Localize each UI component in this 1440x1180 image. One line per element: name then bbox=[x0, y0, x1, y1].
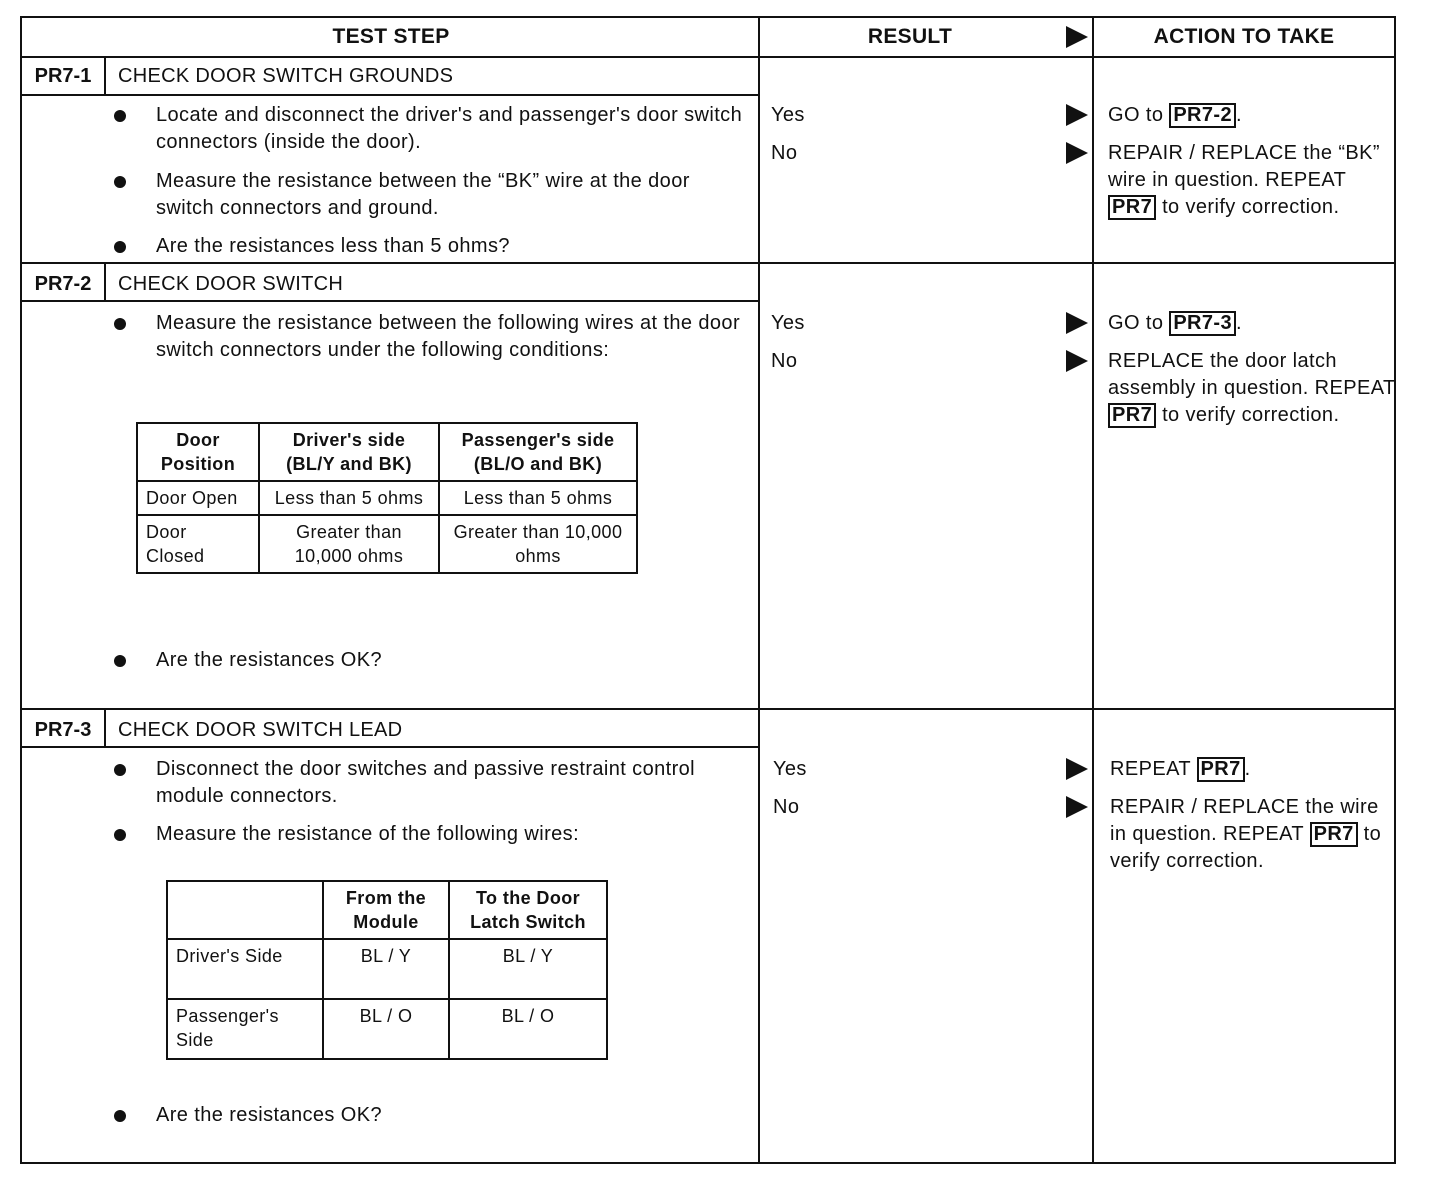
table-cell: Greater than 10,000 ohms bbox=[259, 515, 439, 573]
step-id-pr7-1: PR7-1 bbox=[34, 65, 92, 87]
action-no bbox=[1108, 348, 1398, 429]
step-title-pr7-3: CHECK DOOR SWITCH LEAD bbox=[118, 719, 403, 741]
action-text: GO to bbox=[1108, 104, 1170, 126]
action-text: . bbox=[1236, 312, 1242, 334]
step-id-divider bbox=[104, 58, 106, 94]
bullet-icon bbox=[114, 829, 126, 841]
arrow-right-icon bbox=[1066, 104, 1088, 126]
table-header-row bbox=[167, 881, 607, 939]
table-row bbox=[137, 515, 637, 573]
header-action: ACTION TO TAKE bbox=[1153, 25, 1335, 48]
step-reference[interactable]: PR7 bbox=[1310, 822, 1358, 847]
header-arrow-icon bbox=[1066, 26, 1088, 48]
table-cell: BL / O bbox=[323, 999, 449, 1059]
step-title-divider bbox=[22, 300, 758, 302]
table-header-cell: Passenger's side (BL/O and BK) bbox=[439, 423, 637, 481]
row-divider bbox=[22, 262, 1396, 264]
step-instruction: Measure the resistance between the following wires at the door switch connectors under the following conditions: bbox=[156, 312, 740, 361]
step-title-divider bbox=[22, 746, 758, 748]
table-cell: Driver's Side bbox=[167, 939, 323, 999]
table-row bbox=[137, 481, 637, 515]
step-instruction: Disconnect the door switches and passive restraint control module connectors. bbox=[156, 758, 696, 807]
step-reference[interactable]: PR7-3 bbox=[1169, 311, 1236, 336]
table-row bbox=[167, 999, 607, 1059]
bullet-icon bbox=[114, 176, 126, 188]
step-id-divider bbox=[104, 710, 106, 746]
row-divider bbox=[22, 708, 1396, 710]
result-no: No bbox=[771, 142, 798, 164]
step-reference[interactable]: PR7 bbox=[1197, 757, 1245, 782]
arrow-right-icon bbox=[1066, 350, 1088, 372]
action-text: REPLACE the door latch assembly in question. REPEAT bbox=[1108, 350, 1396, 399]
action-text: . bbox=[1244, 758, 1251, 780]
result-yes: Yes bbox=[771, 312, 805, 334]
table-cell: Door Open bbox=[137, 481, 259, 515]
bullet-icon bbox=[114, 318, 126, 330]
table-header-cell: Driver's side (BL/Y and BK) bbox=[259, 423, 439, 481]
table-cell: Passenger's Side bbox=[167, 999, 323, 1059]
action-text: GO to bbox=[1108, 312, 1170, 334]
arrow-right-icon bbox=[1066, 312, 1088, 334]
result-no: No bbox=[773, 796, 800, 818]
step-reference[interactable]: PR7-2 bbox=[1169, 103, 1236, 128]
action-yes bbox=[1108, 102, 1398, 129]
step-instruction: Locate and disconnect the driver's and passenger's door switch connectors (inside the door). bbox=[156, 104, 743, 153]
bullet-icon bbox=[114, 110, 126, 122]
step-id-divider bbox=[104, 264, 106, 300]
step-instruction: Measure the resistance of the following wires: bbox=[156, 823, 580, 845]
table-header-cell: Door Position bbox=[137, 423, 259, 481]
action-yes bbox=[1108, 310, 1398, 337]
table-cell: Less than 5 ohms bbox=[439, 481, 637, 515]
step-reference[interactable]: PR7 bbox=[1108, 403, 1156, 428]
table-header-cell: From the Module bbox=[323, 881, 449, 939]
table-cell: Greater than 10,000 ohms bbox=[439, 515, 637, 573]
table-header-cell: To the Door Latch Switch bbox=[449, 881, 607, 939]
table-cell: BL / Y bbox=[323, 939, 449, 999]
step-id-pr7-2: PR7-2 bbox=[34, 273, 92, 295]
action-no bbox=[1108, 140, 1398, 221]
bullet-icon bbox=[114, 1110, 126, 1122]
table-cell: Less than 5 ohms bbox=[259, 481, 439, 515]
table-cell: BL / O bbox=[449, 999, 607, 1059]
table-header-cell bbox=[167, 881, 323, 939]
action-text: to verify correction. bbox=[1110, 823, 1382, 872]
arrow-right-icon bbox=[1066, 796, 1088, 818]
action-text: REPAIR / REPLACE the wire in question. REPEAT bbox=[1110, 796, 1379, 845]
column-divider-action bbox=[1092, 18, 1094, 1164]
action-text: REPEAT bbox=[1110, 758, 1197, 780]
action-text: REPAIR / REPLACE the “BK” wire in question. REPEAT bbox=[1108, 142, 1380, 191]
bullet-icon bbox=[114, 241, 126, 253]
door-switch-resistance-table bbox=[136, 422, 638, 574]
result-no: No bbox=[771, 350, 798, 372]
step-title-divider bbox=[22, 94, 758, 96]
table-row bbox=[167, 939, 607, 999]
action-no bbox=[1110, 794, 1400, 875]
action-text: . bbox=[1236, 104, 1242, 126]
step-id-pr7-3: PR7-3 bbox=[34, 719, 92, 741]
step-question: Are the resistances less than 5 ohms? bbox=[156, 235, 510, 257]
table-header-row bbox=[137, 423, 637, 481]
action-text: to verify correction. bbox=[1156, 404, 1340, 426]
arrow-right-icon bbox=[1066, 758, 1088, 780]
table-cell: Door Closed bbox=[137, 515, 259, 573]
step-title-pr7-1: CHECK DOOR SWITCH GROUNDS bbox=[118, 65, 454, 87]
column-divider-step bbox=[758, 18, 760, 1164]
step-question: Are the resistances OK? bbox=[156, 1104, 382, 1126]
diagnostic-table bbox=[20, 16, 1396, 1164]
step-question: Are the resistances OK? bbox=[156, 649, 382, 671]
result-yes: Yes bbox=[771, 104, 805, 126]
header-test-step: TEST STEP bbox=[332, 25, 450, 48]
action-yes bbox=[1110, 756, 1400, 783]
result-yes: Yes bbox=[773, 758, 807, 780]
action-text: to verify correction. bbox=[1156, 196, 1340, 218]
door-switch-lead-table bbox=[166, 880, 608, 1060]
step-title-pr7-2: CHECK DOOR SWITCH bbox=[118, 273, 344, 295]
step-instruction: Measure the resistance between the “BK” wire at the door switch connectors and ground. bbox=[156, 170, 690, 219]
step-reference[interactable]: PR7 bbox=[1108, 195, 1156, 220]
header-result: RESULT bbox=[867, 25, 953, 48]
bullet-icon bbox=[114, 764, 126, 776]
table-cell: BL / Y bbox=[449, 939, 607, 999]
arrow-right-icon bbox=[1066, 142, 1088, 164]
bullet-icon bbox=[114, 655, 126, 667]
